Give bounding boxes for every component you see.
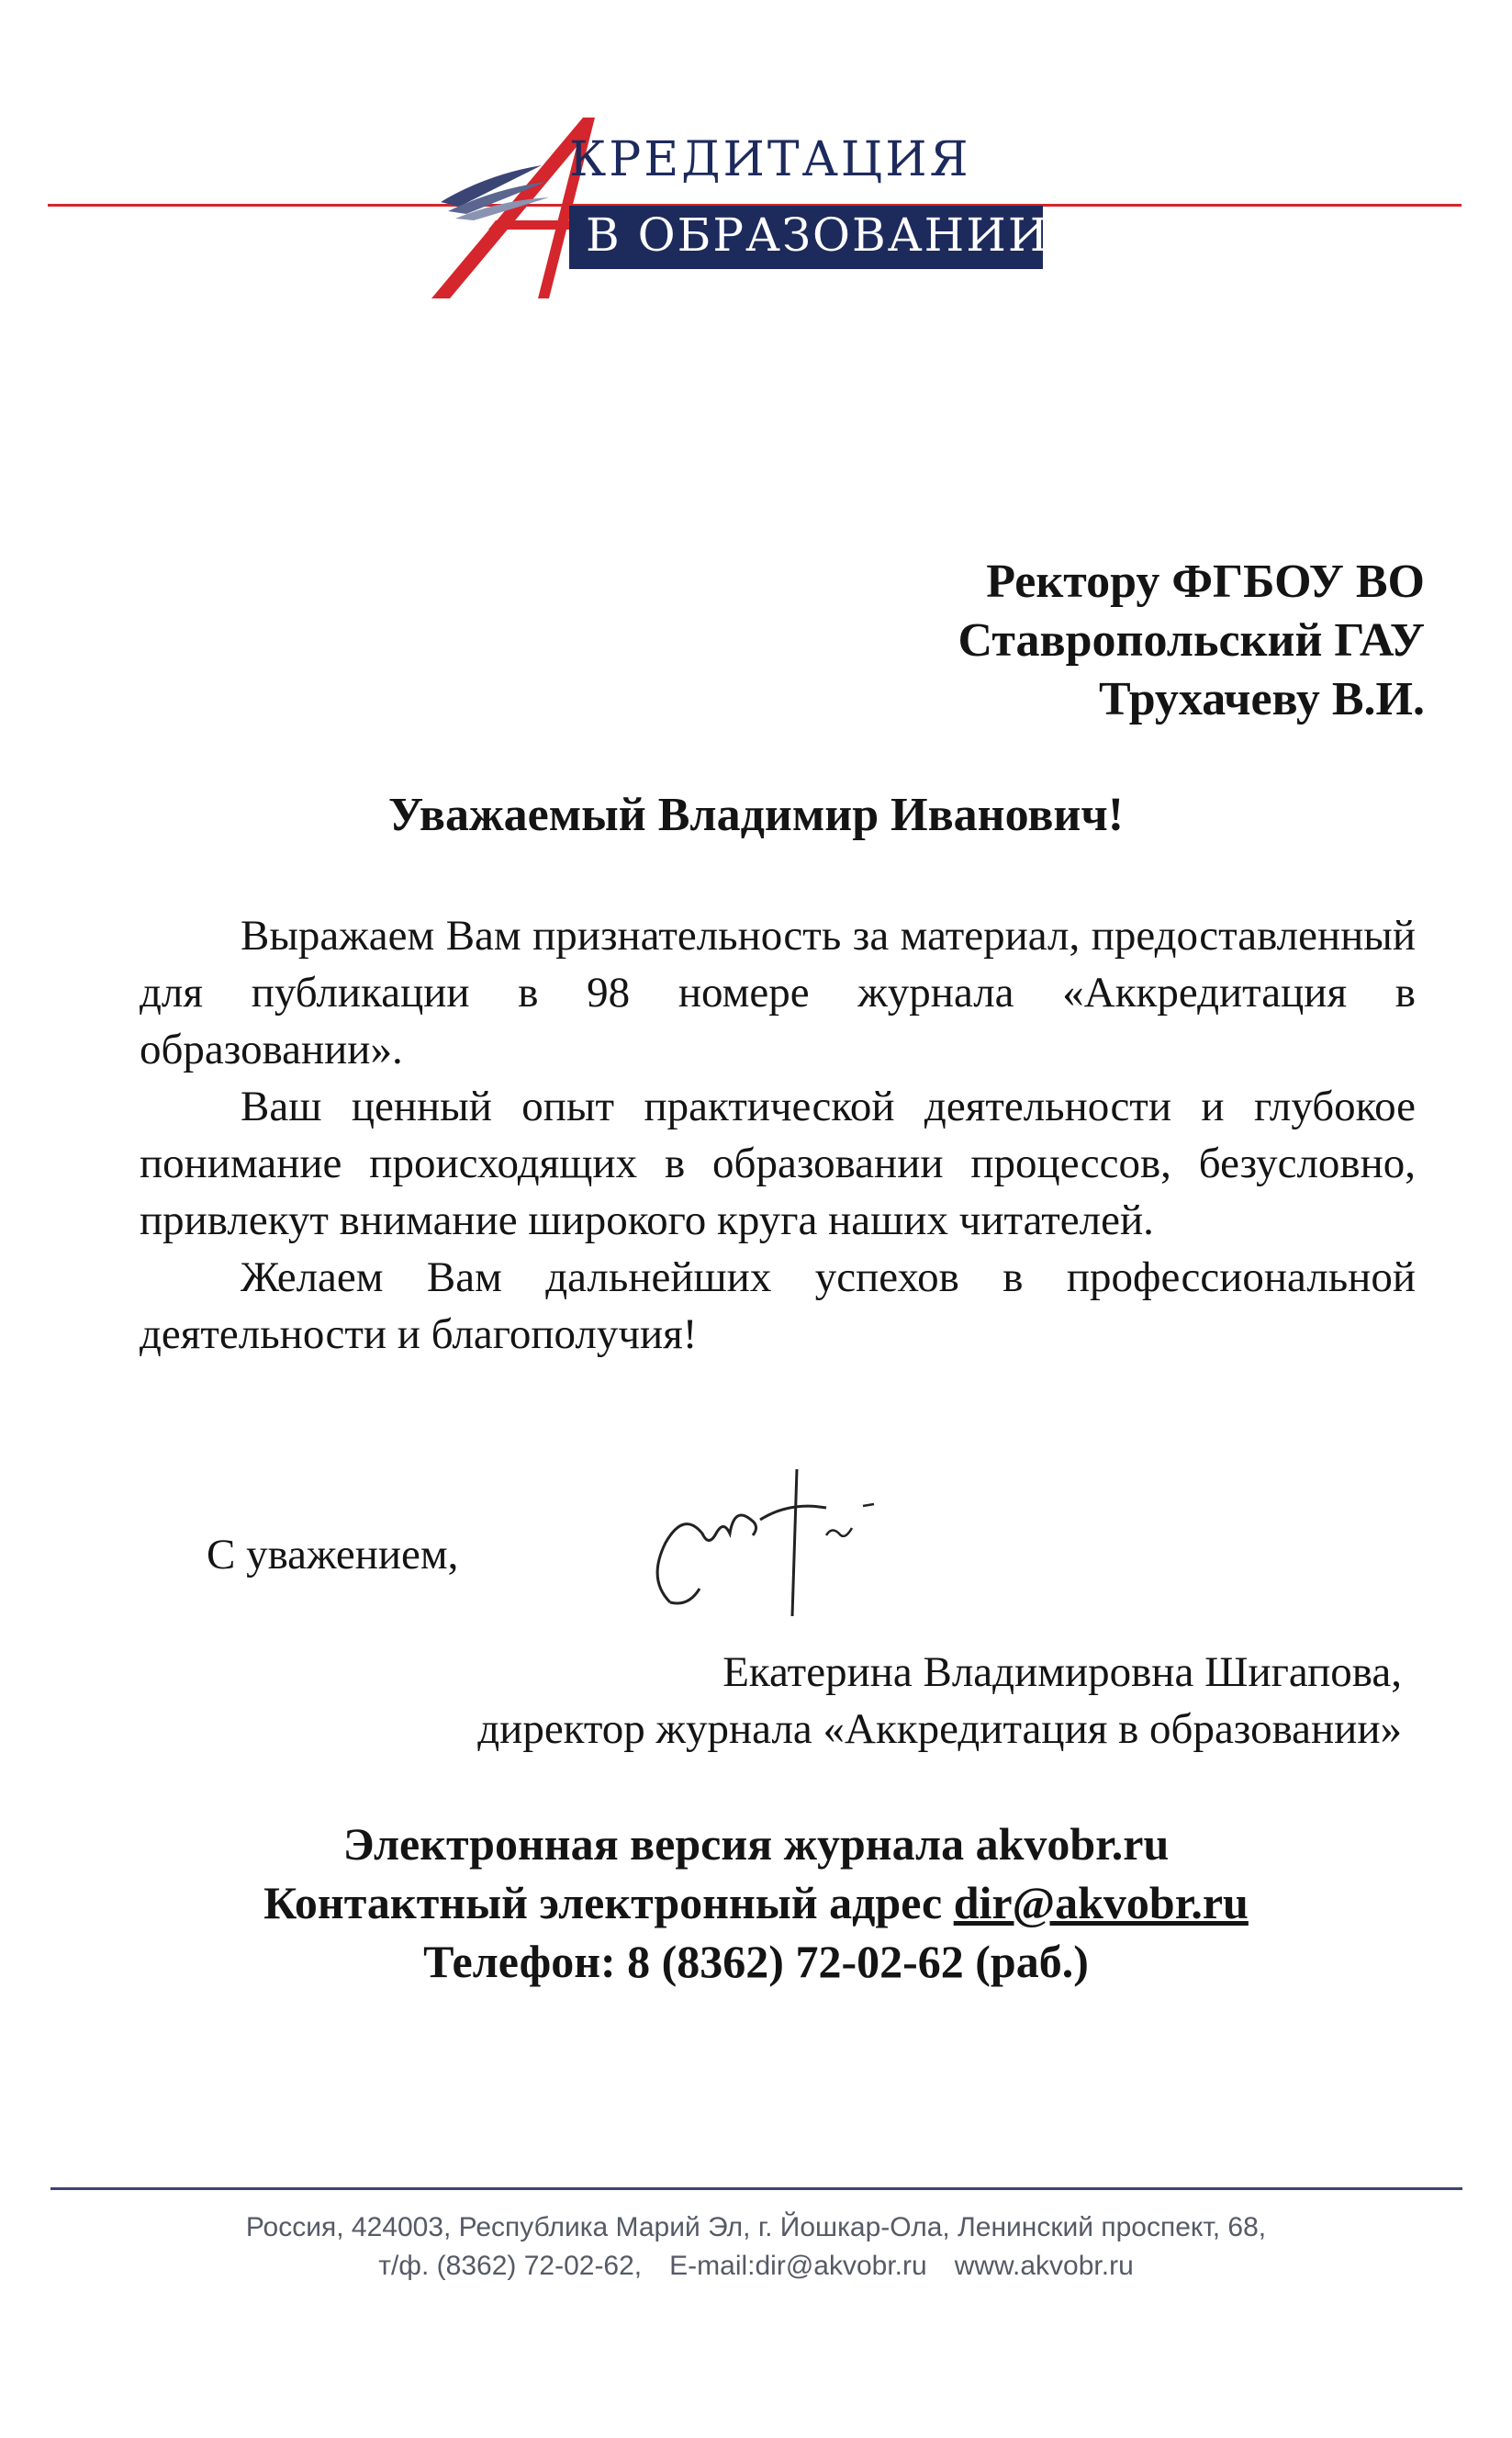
footer-phone: т/ф. (8362) 72-02-62,: [378, 2251, 643, 2281]
handwritten-signature: [643, 1469, 918, 1630]
contacts-block: [0, 1814, 1512, 1991]
sender-name: Екатерина Владимировна Шигапова,: [722, 1648, 1402, 1696]
journal-website-line: Электронная версия журнала akvobr.ru: [342, 1818, 1170, 1870]
addressee-line: Ставропольский ГАУ: [958, 614, 1425, 667]
letterhead-footer: [0, 2208, 1512, 2286]
footer-website[interactable]: www.akvobr.ru: [954, 2251, 1134, 2281]
footer-rule: [50, 2187, 1462, 2190]
body-paragraph: Желаем Вам дальнейших успехов в профессиональной деятельности и благополучия!: [140, 1253, 1416, 1358]
addressee-line: Ректору ФГБОУ ВО: [986, 556, 1425, 608]
contact-phone-line: Телефон: 8 (8362) 72-02-62 (раб.): [423, 1936, 1089, 1987]
footer-address: Россия, 424003, Республика Марий Эл, г. Йошкар-Ола, Ленинский проспект, 68,: [245, 2212, 1267, 2242]
journal-logo: [431, 110, 1092, 312]
body-paragraph: Выражаем Вам признательность за материал, предоставленный для публикации в 98 номере журнала «Аккредитация в образовании».: [140, 912, 1416, 1073]
contact-email-label: Контактный электронный адрес: [263, 1877, 954, 1928]
footer-email[interactable]: E-mail:dir@akvobr.ru: [669, 2251, 927, 2281]
sender-title: директор журнала «Аккредитация в образовании»: [477, 1705, 1402, 1753]
body-paragraph: Ваш ценный опыт практической деятельности и глубокое понимание происходящих в образовании процессов, безусловно, привлекут внимание широкого круга наших читателей.: [140, 1083, 1416, 1244]
addressee-line: Трухачеву В.И.: [1098, 673, 1425, 725]
logo-title-line2: В ОБРАЗОВАНИИ: [586, 208, 1050, 262]
addressee-block: [958, 553, 1425, 729]
logo-title-line1: КРЕДИТАЦИЯ: [569, 132, 971, 187]
closing-phrase: С уважением,: [207, 1531, 459, 1579]
letter-body: [140, 907, 1416, 1363]
sender-block: [477, 1644, 1402, 1758]
contact-email-line: [0, 1873, 1512, 1932]
footer-contacts-line: [0, 2247, 1512, 2286]
salutation: Уважаемый Владимир Иванович!: [387, 789, 1125, 841]
contact-email-link[interactable]: dir@akvobr.ru: [953, 1877, 1249, 1928]
